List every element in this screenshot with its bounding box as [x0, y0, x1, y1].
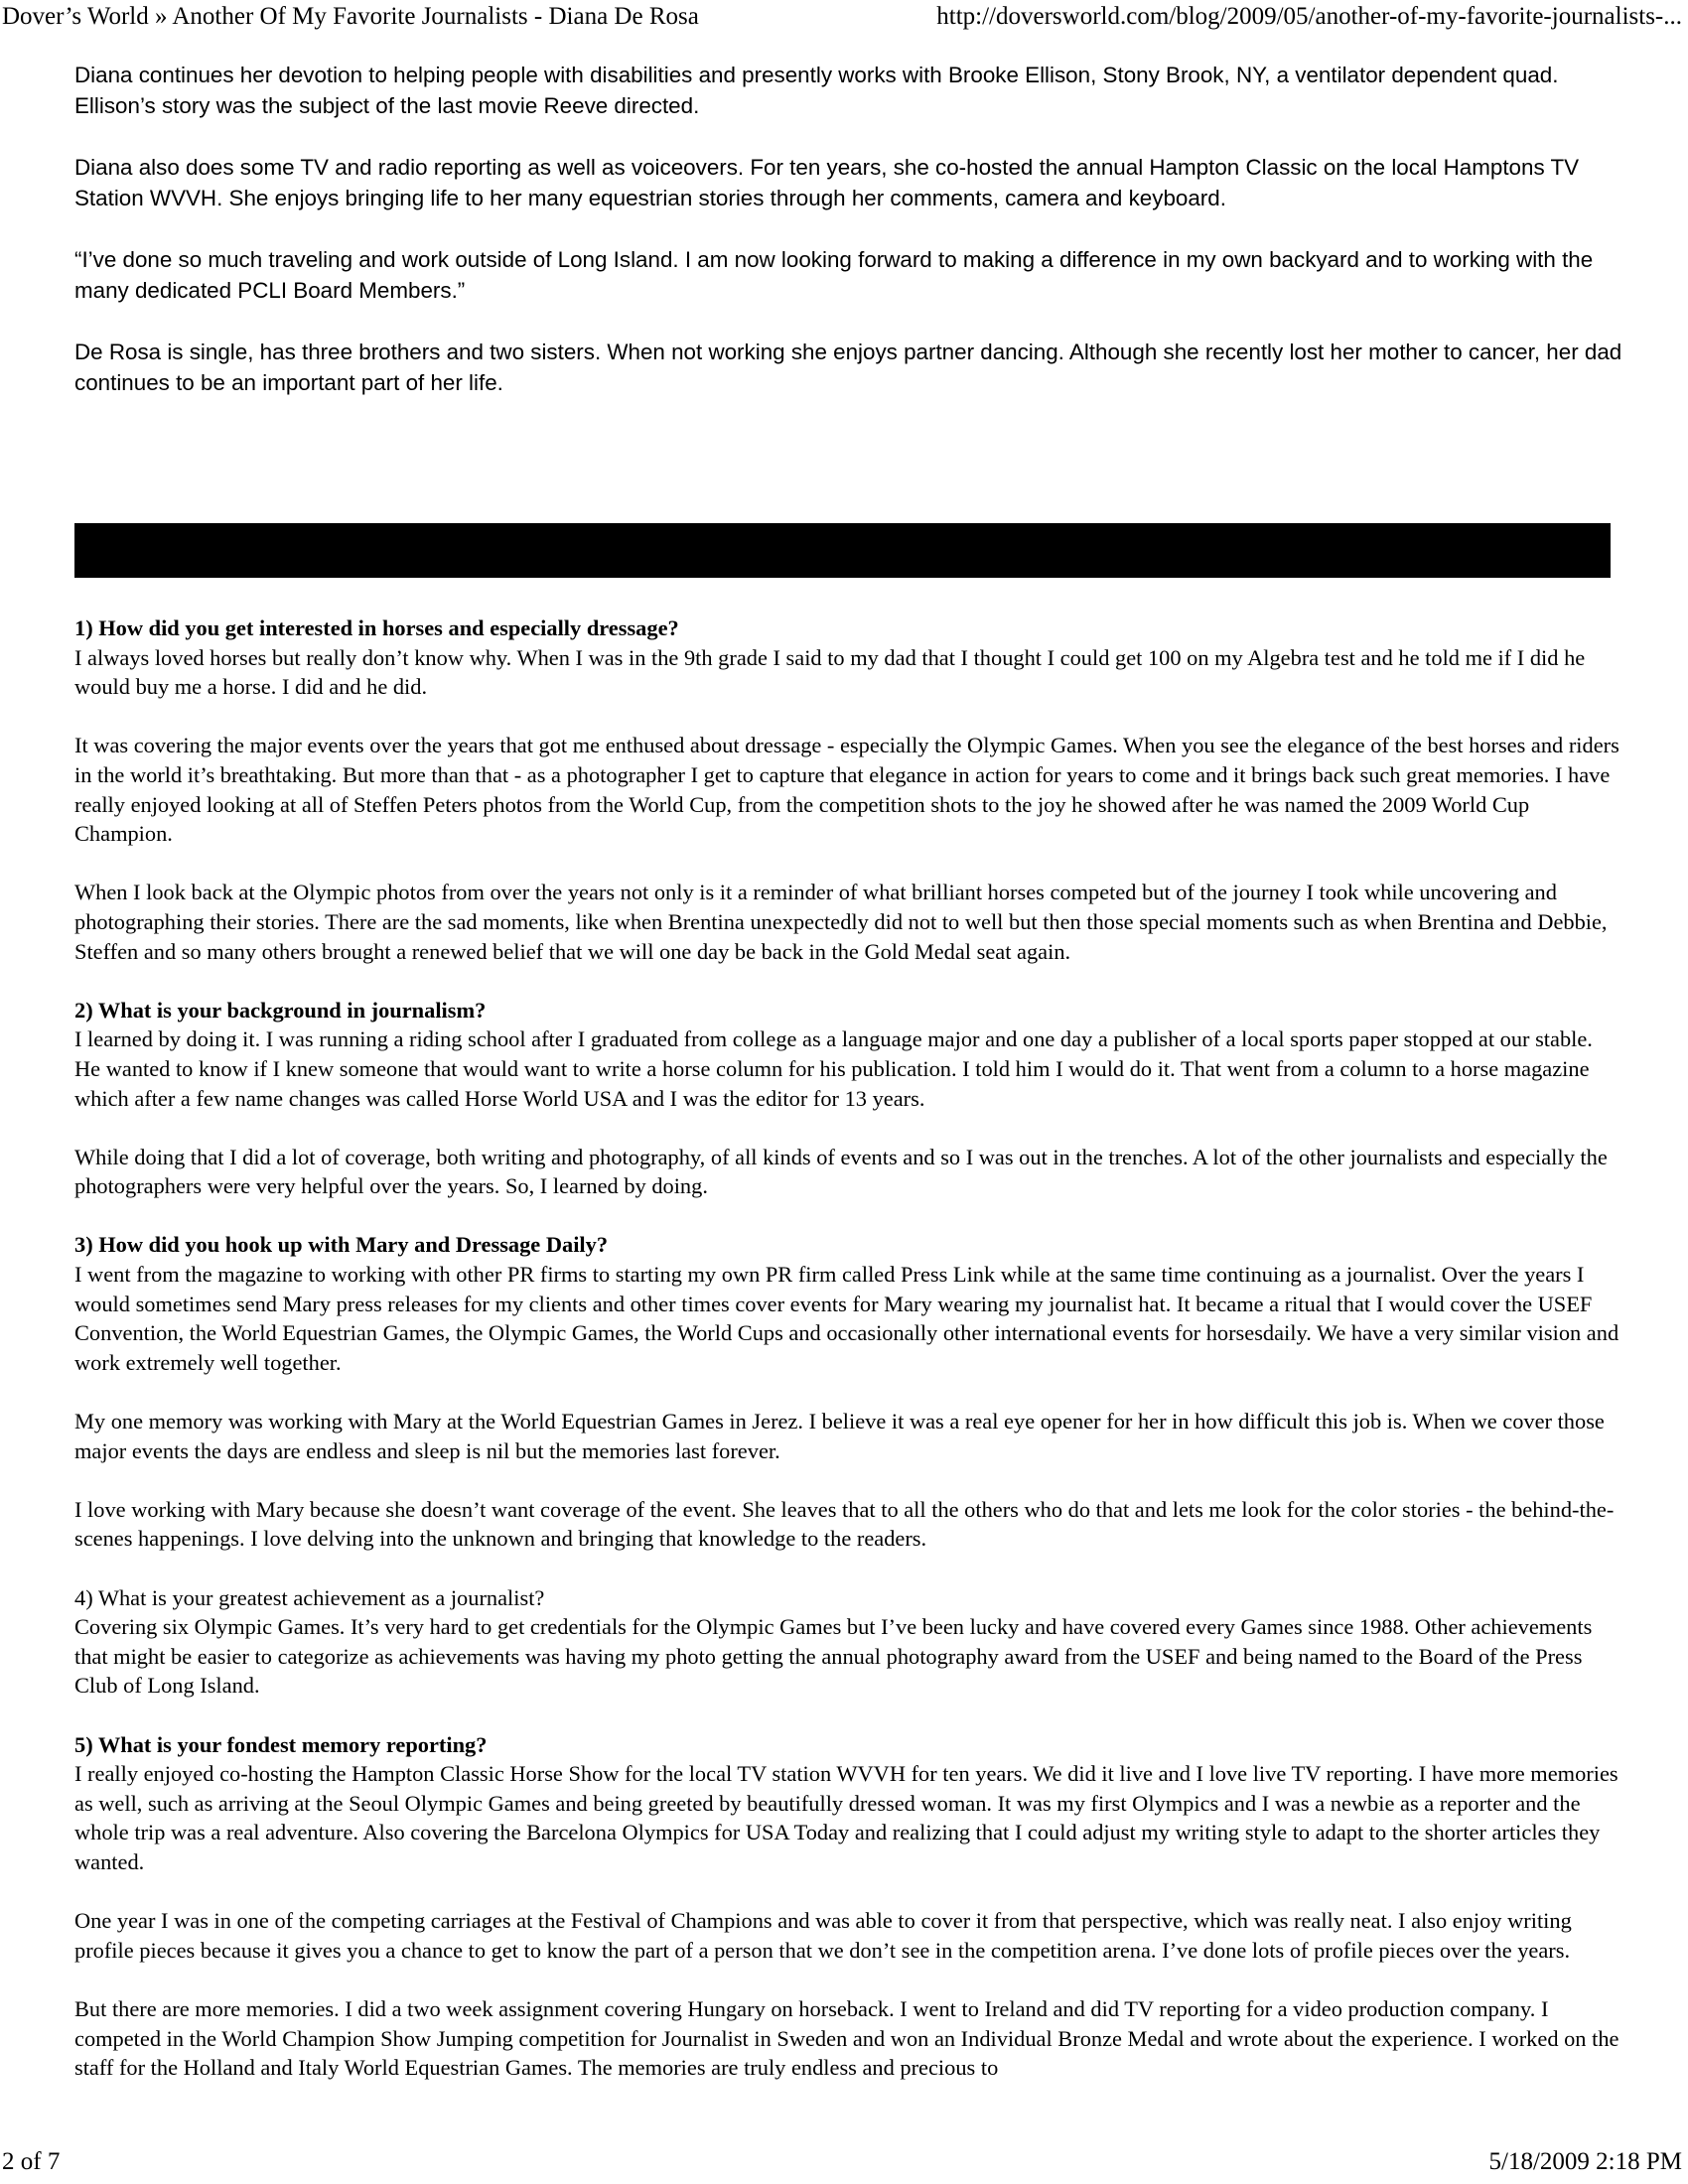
answer-paragraph: It was covering the major events over the years that got me enthused about dressage - especially the Olympic Games. When you see the elegance of the best horses and riders in the world it’s breathtaking. But more than that - as a photographer I get to capture that elegance in action for years to come and it brings back such great memories. I have really enjoyed looking at all of Steffen Peters photos from the World Cup, from the competition shots to the joy he showed after he was named the 2009 World Cup Champion. [74, 733, 1619, 847]
page-number-footer: 2 of 7 [2, 2148, 61, 2175]
intro-paragraph: “I’ve done so much traveling and work outside of Long Island. I am now looking forward to making a difference in my own backyard and to working with the many dedicated PCLI Board Members.” [74, 247, 1594, 303]
page-url-header: http://doversworld.com/blog/2009/05/another-of-my-favorite-journalists-... [936, 3, 1682, 30]
answer-paragraph: When I look back at the Olympic photos from over the years not only is it a reminder of what brilliant horses competed but of the journey I took while uncovering and photographing their stories. There are the sad moments, like when Brentina unexpectedly did not to well but then those special moments such as when Brentina and Debbie, Steffen and so many others brought a renewed belief that we will one day be back in the Gold Medal seat again. [74, 880, 1608, 964]
answer-paragraph: But there are more memories. I did a two week assignment covering Hungary on horseback. I went to Ireland and did TV reporting for a video production company. I competed in the World Champion Show Jumping competition for Journalist in Sweden and won an Individual Bronze Medal and wrote about the experience. I worked on the staff for the Holland and Italy World Equestrian Games. The memories are truly endless and precious to [74, 1995, 1619, 2081]
question-heading: 5) What is your fondest memory reporting? [74, 1731, 488, 1757]
answer-paragraph: I really enjoyed co-hosting the Hampton Classic Horse Show for the local TV station WVVH for ten years. We did it live and I love live TV reporting. I have more memories as well, such as arriving at the Seoul Olympic Games and being greeted by beautifully dressed woman. It was my first Olympics and I was a newbie as a reporter and the whole trip was a real adventure. Also covering the Barcelona Olympics for USA Today and realizing that I could adjust my writing style to adapt to the shorter articles they wanted. [74, 1761, 1618, 1874]
print-datetime-footer: 5/18/2009 2:18 PM [1488, 2148, 1682, 2175]
question-heading: 2) What is your background in journalism? [74, 997, 487, 1023]
answer-paragraph: My one memory was working with Mary at the World Equestrian Games in Jerez. I believe it was a real eye opener for her in how difficult this job is. When we cover those major events the days are endless and sleep is nil but the memories last forever. [74, 1409, 1605, 1463]
question-heading: 3) How did you hook up with Mary and Dressage Daily? [74, 1232, 609, 1258]
answer-paragraph: Covering six Olympic Games. It’s very hard to get credentials for the Olympic Games but I’ve been lucky and have covered every Games since 1988. Other achievements that might be easier to categorize as achievements was having my photo getting the annual photography award from the USEF and being named to the Board of the Press Club of Long Island. [74, 1614, 1593, 1699]
answer-paragraph: I went from the magazine to working with other PR firms to starting my own PR firm called Press Link while at the same time continuing as a journalist. Over the years I would sometimes send Mary press releases for my clients and other times cover events for Mary wearing my journalist hat. It became a ritual that I would cover the USEF Convention, the World Equestrian Games, the Olympic Games, the World Cups and occasionally other international events for horsesdaily. We have a very similar vision and work extremely well together. [74, 1262, 1619, 1375]
answer-paragraph: I always loved horses but really don’t know why. When I was in the 9th grade I said to my dad that I thought I could get 100 on my Algebra test and he told me if I did he would buy me a horse. I did and he did. [74, 644, 1586, 700]
answer-paragraph: I learned by doing it. I was running a riding school after I graduated from college as a language major and one day a publisher of a local sports paper stopped at our stable. He wanted to know if I knew someone that would want to write a horse column for his publication. I told him I would do it. That went from a column to a horse magazine which after a few name changes was called Horse World USA and I was the editor for 13 years. [74, 1026, 1593, 1111]
intro-paragraph: Diana continues her devotion to helping people with disabilities and presently works with Brooke Ellison, Stony Brook, NY, a ventilator dependent quad. Ellison’s story was the subject of the last movie Reeve directed. [74, 63, 1559, 118]
answer-paragraph: I love working with Mary because she doesn’t want coverage of the event. She leaves that to all the others who do that and lets me look for the color stories - the behind-the-scenes happenings. I love delving into the unknown and bringing that knowledge to the readers. [74, 1496, 1615, 1552]
black-divider-bar [74, 523, 1611, 578]
question-heading: 4) What is your greatest achievement as a journalist? [74, 1584, 545, 1610]
page-title-header: Dover’s World » Another Of My Favorite Journalists - Diana De Rosa [2, 3, 699, 30]
question-heading: 1) How did you get interested in horses and especially dressage? [74, 615, 679, 640]
answer-paragraph: While doing that I did a lot of coverage, both writing and photography, of all kinds of events and so I was out in the trenches. A lot of the other journalists and especially the photographers were very helpful over the years. So, I learned by doing. [74, 1144, 1608, 1199]
intro-paragraph: De Rosa is single, has three brothers and two sisters. When not working she enjoys partner dancing. Although she recently lost her mother to cancer, her dad continues to be an important part of her life. [74, 340, 1622, 395]
interview-section [74, 614, 1623, 2112]
answer-paragraph: One year I was in one of the competing carriages at the Festival of Champions and was able to cover it from that perspective, which was really neat. I also enjoy writing profile pieces because it gives you a chance to get to know the part of a person that we don’t see in the competition arena. I’ve done lots of profile pieces over the years. [74, 1908, 1572, 1963]
intro-section [74, 60, 1623, 429]
intro-paragraph: Diana also does some TV and radio reporting as well as voiceovers. For ten years, she co-hosted the annual Hampton Classic on the local Hamptons TV Station WVVH. She enjoys bringing life to her many equestrian stories through her comments, camera and keyboard. [74, 155, 1580, 210]
